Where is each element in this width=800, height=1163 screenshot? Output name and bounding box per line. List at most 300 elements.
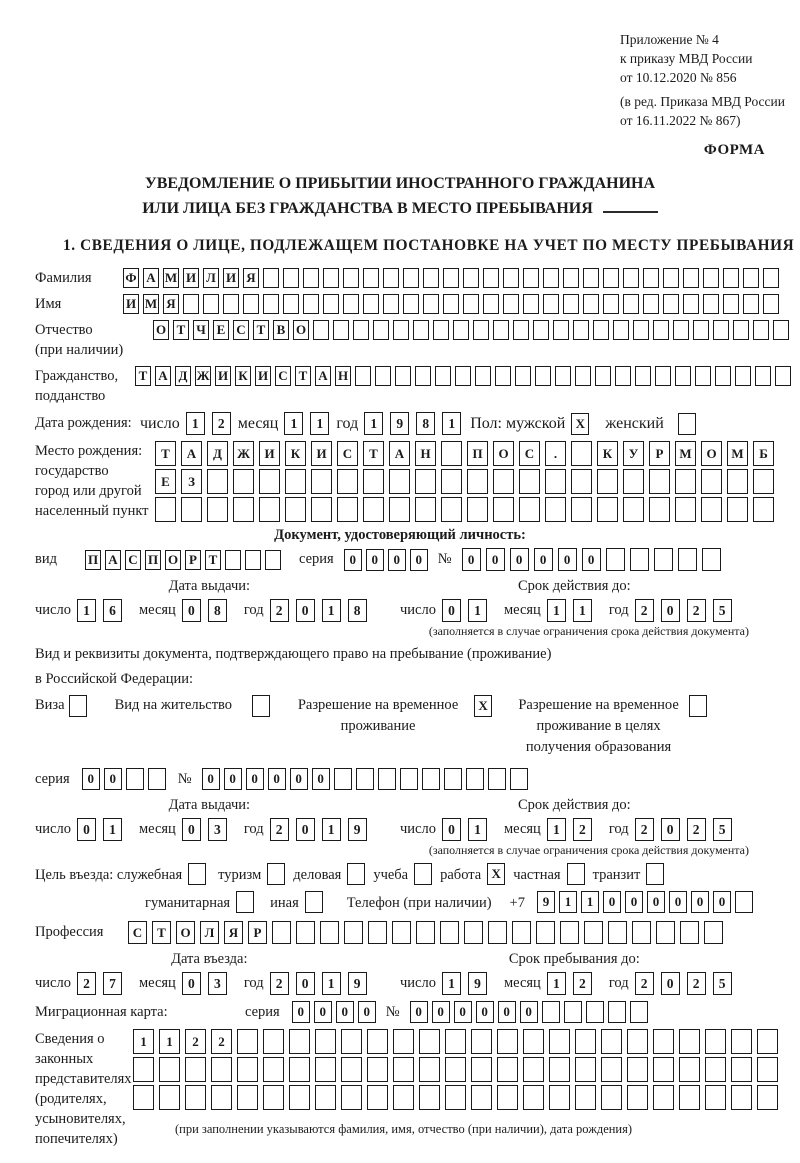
char-box[interactable] bbox=[753, 320, 769, 340]
char-box[interactable]: X bbox=[487, 863, 505, 885]
char-box[interactable]: 7 bbox=[103, 972, 122, 995]
char-box[interactable] bbox=[571, 469, 592, 494]
char-box[interactable] bbox=[757, 1029, 778, 1054]
char-box[interactable] bbox=[727, 497, 748, 522]
char-box[interactable] bbox=[415, 469, 436, 494]
char-box[interactable] bbox=[466, 768, 484, 790]
char-box[interactable] bbox=[181, 497, 202, 522]
char-box[interactable]: 1 bbox=[364, 412, 383, 435]
char-box[interactable] bbox=[272, 921, 291, 944]
char-box[interactable] bbox=[259, 469, 280, 494]
char-box[interactable] bbox=[337, 469, 358, 494]
char-box[interactable] bbox=[564, 1001, 582, 1023]
char-box[interactable] bbox=[705, 1029, 726, 1054]
char-box[interactable]: О bbox=[176, 921, 195, 944]
char-box[interactable]: М bbox=[727, 441, 748, 466]
char-box[interactable] bbox=[757, 1057, 778, 1082]
char-box[interactable] bbox=[608, 1001, 626, 1023]
char-box[interactable]: Л bbox=[200, 921, 219, 944]
char-box[interactable] bbox=[535, 366, 551, 386]
char-box[interactable]: 0 bbox=[296, 599, 315, 622]
char-box[interactable]: 1 bbox=[442, 412, 461, 435]
char-box[interactable]: И bbox=[259, 441, 280, 466]
char-box[interactable] bbox=[419, 1057, 440, 1082]
char-box[interactable]: С bbox=[275, 366, 291, 386]
char-box[interactable] bbox=[608, 921, 627, 944]
char-box[interactable]: 0 bbox=[224, 768, 242, 790]
char-box[interactable]: 1 bbox=[77, 599, 96, 622]
char-box[interactable] bbox=[703, 294, 719, 314]
char-box[interactable]: С bbox=[519, 441, 540, 466]
char-box[interactable]: 8 bbox=[208, 599, 227, 622]
char-box[interactable] bbox=[575, 1057, 596, 1082]
char-box[interactable] bbox=[283, 294, 299, 314]
char-box[interactable] bbox=[597, 469, 618, 494]
char-box[interactable] bbox=[414, 863, 432, 885]
char-box[interactable] bbox=[497, 1029, 518, 1054]
char-box[interactable] bbox=[323, 268, 339, 288]
char-box[interactable] bbox=[443, 294, 459, 314]
char-box[interactable] bbox=[603, 294, 619, 314]
char-box[interactable] bbox=[393, 1029, 414, 1054]
char-box[interactable] bbox=[422, 768, 440, 790]
char-box[interactable]: 0 bbox=[603, 891, 621, 913]
char-box[interactable] bbox=[233, 497, 254, 522]
char-box[interactable]: 2 bbox=[270, 972, 289, 995]
char-box[interactable] bbox=[549, 1029, 570, 1054]
char-box[interactable]: 0 bbox=[661, 972, 680, 995]
char-box[interactable] bbox=[265, 550, 281, 570]
char-box[interactable] bbox=[433, 320, 449, 340]
char-box[interactable] bbox=[464, 921, 483, 944]
char-box[interactable]: 2 bbox=[185, 1029, 206, 1054]
char-box[interactable]: 2 bbox=[635, 599, 654, 622]
char-box[interactable] bbox=[313, 320, 329, 340]
char-box[interactable]: С bbox=[337, 441, 358, 466]
char-box[interactable]: 0 bbox=[77, 818, 96, 841]
char-box[interactable] bbox=[347, 863, 365, 885]
char-box[interactable]: М bbox=[163, 268, 179, 288]
char-box[interactable] bbox=[649, 497, 670, 522]
char-box[interactable] bbox=[303, 294, 319, 314]
char-box[interactable] bbox=[263, 1029, 284, 1054]
char-box[interactable]: 0 bbox=[344, 549, 362, 571]
char-box[interactable] bbox=[400, 768, 418, 790]
char-box[interactable] bbox=[289, 1085, 310, 1110]
char-box[interactable] bbox=[675, 366, 691, 386]
char-box[interactable]: Ж bbox=[233, 441, 254, 466]
char-box[interactable] bbox=[743, 294, 759, 314]
char-box[interactable] bbox=[763, 294, 779, 314]
char-box[interactable] bbox=[723, 294, 739, 314]
char-box[interactable]: 0 bbox=[582, 548, 601, 571]
char-box[interactable] bbox=[542, 1001, 560, 1023]
char-box[interactable]: Ч bbox=[193, 320, 209, 340]
char-box[interactable] bbox=[575, 1085, 596, 1110]
char-box[interactable] bbox=[763, 268, 779, 288]
char-box[interactable] bbox=[575, 366, 591, 386]
char-box[interactable] bbox=[413, 320, 429, 340]
char-box[interactable] bbox=[441, 441, 462, 466]
char-box[interactable]: 8 bbox=[416, 412, 435, 435]
char-box[interactable]: Я bbox=[224, 921, 243, 944]
char-box[interactable] bbox=[623, 268, 639, 288]
char-box[interactable] bbox=[463, 294, 479, 314]
char-box[interactable] bbox=[383, 268, 399, 288]
char-box[interactable]: 2 bbox=[635, 818, 654, 841]
char-box[interactable] bbox=[483, 294, 499, 314]
char-box[interactable] bbox=[571, 441, 592, 466]
char-box[interactable]: . bbox=[545, 441, 566, 466]
char-box[interactable]: 2 bbox=[573, 972, 592, 995]
char-box[interactable]: 5 bbox=[713, 818, 732, 841]
char-box[interactable] bbox=[368, 921, 387, 944]
char-box[interactable]: 0 bbox=[410, 1001, 428, 1023]
char-box[interactable] bbox=[488, 768, 506, 790]
char-box[interactable] bbox=[337, 497, 358, 522]
char-box[interactable] bbox=[731, 1057, 752, 1082]
char-box[interactable] bbox=[223, 294, 239, 314]
char-box[interactable]: 0 bbox=[661, 599, 680, 622]
char-box[interactable] bbox=[323, 294, 339, 314]
char-box[interactable] bbox=[243, 294, 259, 314]
char-box[interactable]: Л bbox=[203, 268, 219, 288]
char-box[interactable] bbox=[467, 497, 488, 522]
char-box[interactable]: Т bbox=[135, 366, 151, 386]
char-box[interactable] bbox=[344, 921, 363, 944]
char-box[interactable] bbox=[679, 1057, 700, 1082]
char-box[interactable]: Е bbox=[155, 469, 176, 494]
char-box[interactable] bbox=[311, 469, 332, 494]
char-box[interactable]: О bbox=[165, 550, 181, 570]
char-box[interactable]: 0 bbox=[442, 599, 461, 622]
char-box[interactable] bbox=[375, 366, 391, 386]
char-box[interactable] bbox=[389, 497, 410, 522]
char-box[interactable] bbox=[735, 891, 753, 913]
char-box[interactable]: 1 bbox=[468, 599, 487, 622]
char-box[interactable]: К bbox=[285, 441, 306, 466]
char-box[interactable]: 0 bbox=[82, 768, 100, 790]
char-box[interactable] bbox=[595, 366, 611, 386]
char-box[interactable]: 0 bbox=[358, 1001, 376, 1023]
char-box[interactable] bbox=[363, 497, 384, 522]
char-box[interactable] bbox=[440, 921, 459, 944]
char-box[interactable]: П bbox=[467, 441, 488, 466]
char-box[interactable]: 9 bbox=[537, 891, 555, 913]
char-box[interactable]: 0 bbox=[312, 768, 330, 790]
char-box[interactable] bbox=[523, 1029, 544, 1054]
char-box[interactable]: 0 bbox=[442, 818, 461, 841]
char-box[interactable] bbox=[233, 469, 254, 494]
char-box[interactable] bbox=[643, 294, 659, 314]
char-box[interactable]: И bbox=[183, 268, 199, 288]
char-box[interactable] bbox=[207, 469, 228, 494]
char-box[interactable] bbox=[627, 1029, 648, 1054]
char-box[interactable]: 2 bbox=[687, 599, 706, 622]
char-box[interactable]: 0 bbox=[486, 548, 505, 571]
char-box[interactable] bbox=[393, 1085, 414, 1110]
char-box[interactable] bbox=[473, 320, 489, 340]
char-box[interactable] bbox=[497, 1057, 518, 1082]
char-box[interactable]: Н bbox=[415, 441, 436, 466]
char-box[interactable] bbox=[467, 469, 488, 494]
char-box[interactable] bbox=[225, 550, 241, 570]
char-box[interactable]: 0 bbox=[336, 1001, 354, 1023]
char-box[interactable] bbox=[423, 268, 439, 288]
char-box[interactable] bbox=[627, 1085, 648, 1110]
char-box[interactable] bbox=[675, 469, 696, 494]
char-box[interactable]: 9 bbox=[390, 412, 409, 435]
char-box[interactable]: 2 bbox=[270, 599, 289, 622]
char-box[interactable]: А bbox=[143, 268, 159, 288]
char-box[interactable]: 1 bbox=[186, 412, 205, 435]
char-box[interactable] bbox=[553, 320, 569, 340]
char-box[interactable]: Е bbox=[213, 320, 229, 340]
char-box[interactable]: 1 bbox=[442, 972, 461, 995]
char-box[interactable]: А bbox=[155, 366, 171, 386]
char-box[interactable] bbox=[567, 863, 585, 885]
char-box[interactable] bbox=[627, 1057, 648, 1082]
char-box[interactable] bbox=[389, 469, 410, 494]
char-box[interactable] bbox=[646, 863, 664, 885]
char-box[interactable] bbox=[673, 320, 689, 340]
char-box[interactable] bbox=[455, 366, 471, 386]
char-box[interactable]: Я bbox=[163, 294, 179, 314]
char-box[interactable] bbox=[363, 294, 379, 314]
char-box[interactable] bbox=[267, 863, 285, 885]
char-box[interactable] bbox=[343, 268, 359, 288]
char-box[interactable] bbox=[315, 1029, 336, 1054]
char-box[interactable] bbox=[488, 921, 507, 944]
char-box[interactable] bbox=[689, 695, 707, 717]
char-box[interactable] bbox=[743, 268, 759, 288]
char-box[interactable] bbox=[543, 294, 559, 314]
char-box[interactable]: 9 bbox=[348, 972, 367, 995]
char-box[interactable] bbox=[731, 1085, 752, 1110]
char-box[interactable] bbox=[519, 497, 540, 522]
char-box[interactable]: Р bbox=[248, 921, 267, 944]
char-box[interactable]: А bbox=[315, 366, 331, 386]
char-box[interactable] bbox=[656, 921, 675, 944]
char-box[interactable] bbox=[613, 320, 629, 340]
char-box[interactable] bbox=[630, 548, 649, 571]
char-box[interactable]: 0 bbox=[691, 891, 709, 913]
char-box[interactable]: 0 bbox=[292, 1001, 310, 1023]
char-box[interactable] bbox=[679, 1085, 700, 1110]
char-box[interactable]: X bbox=[571, 413, 589, 435]
char-box[interactable] bbox=[586, 1001, 604, 1023]
char-box[interactable] bbox=[753, 497, 774, 522]
char-box[interactable] bbox=[643, 268, 659, 288]
char-box[interactable]: 5 bbox=[713, 972, 732, 995]
char-box[interactable]: 0 bbox=[296, 972, 315, 995]
char-box[interactable] bbox=[334, 768, 352, 790]
char-box[interactable] bbox=[533, 320, 549, 340]
char-box[interactable] bbox=[343, 294, 359, 314]
char-box[interactable] bbox=[703, 268, 719, 288]
char-box[interactable] bbox=[263, 294, 279, 314]
char-box[interactable] bbox=[560, 921, 579, 944]
char-box[interactable]: 0 bbox=[290, 768, 308, 790]
char-box[interactable] bbox=[259, 497, 280, 522]
char-box[interactable] bbox=[237, 1085, 258, 1110]
char-box[interactable]: 0 bbox=[558, 548, 577, 571]
char-box[interactable]: О bbox=[293, 320, 309, 340]
char-box[interactable] bbox=[523, 294, 539, 314]
char-box[interactable] bbox=[593, 320, 609, 340]
char-box[interactable] bbox=[148, 768, 166, 790]
char-box[interactable] bbox=[679, 1029, 700, 1054]
char-box[interactable] bbox=[443, 268, 459, 288]
char-box[interactable] bbox=[245, 550, 261, 570]
char-box[interactable] bbox=[523, 1085, 544, 1110]
char-box[interactable] bbox=[435, 366, 451, 386]
char-box[interactable]: П bbox=[85, 550, 101, 570]
char-box[interactable] bbox=[563, 268, 579, 288]
char-box[interactable]: Т bbox=[205, 550, 221, 570]
char-box[interactable]: Т bbox=[173, 320, 189, 340]
char-box[interactable] bbox=[584, 921, 603, 944]
char-box[interactable] bbox=[601, 1029, 622, 1054]
char-box[interactable] bbox=[207, 497, 228, 522]
char-box[interactable] bbox=[367, 1057, 388, 1082]
char-box[interactable] bbox=[126, 768, 144, 790]
char-box[interactable] bbox=[211, 1085, 232, 1110]
char-box[interactable]: 0 bbox=[647, 891, 665, 913]
char-box[interactable]: 0 bbox=[510, 548, 529, 571]
char-box[interactable] bbox=[495, 366, 511, 386]
char-box[interactable] bbox=[701, 497, 722, 522]
char-box[interactable] bbox=[731, 1029, 752, 1054]
char-box[interactable]: С bbox=[125, 550, 141, 570]
char-box[interactable] bbox=[615, 366, 631, 386]
char-box[interactable] bbox=[735, 366, 751, 386]
char-box[interactable] bbox=[341, 1085, 362, 1110]
char-box[interactable] bbox=[283, 268, 299, 288]
char-box[interactable] bbox=[755, 366, 771, 386]
char-box[interactable] bbox=[263, 1057, 284, 1082]
char-box[interactable]: 0 bbox=[246, 768, 264, 790]
char-box[interactable]: Б bbox=[753, 441, 774, 466]
char-box[interactable] bbox=[663, 268, 679, 288]
char-box[interactable] bbox=[263, 268, 279, 288]
char-box[interactable] bbox=[419, 1029, 440, 1054]
char-box[interactable] bbox=[597, 497, 618, 522]
char-box[interactable]: И bbox=[215, 366, 231, 386]
char-box[interactable] bbox=[571, 497, 592, 522]
char-box[interactable]: 6 bbox=[103, 599, 122, 622]
char-box[interactable] bbox=[649, 469, 670, 494]
char-box[interactable] bbox=[675, 497, 696, 522]
char-box[interactable] bbox=[441, 497, 462, 522]
char-box[interactable] bbox=[444, 768, 462, 790]
char-box[interactable]: 1 bbox=[468, 818, 487, 841]
char-box[interactable] bbox=[305, 891, 323, 913]
char-box[interactable] bbox=[445, 1085, 466, 1110]
char-box[interactable]: А bbox=[105, 550, 121, 570]
char-box[interactable]: 1 bbox=[103, 818, 122, 841]
char-box[interactable]: 9 bbox=[468, 972, 487, 995]
char-box[interactable] bbox=[475, 366, 491, 386]
char-box[interactable] bbox=[655, 366, 671, 386]
char-box[interactable] bbox=[623, 497, 644, 522]
char-box[interactable] bbox=[653, 1057, 674, 1082]
char-box[interactable] bbox=[445, 1057, 466, 1082]
char-box[interactable]: 0 bbox=[388, 549, 406, 571]
char-box[interactable] bbox=[367, 1085, 388, 1110]
char-box[interactable] bbox=[355, 366, 371, 386]
char-box[interactable]: С bbox=[233, 320, 249, 340]
char-box[interactable] bbox=[333, 320, 349, 340]
char-box[interactable] bbox=[705, 1057, 726, 1082]
char-box[interactable]: З bbox=[181, 469, 202, 494]
char-box[interactable] bbox=[513, 320, 529, 340]
char-box[interactable] bbox=[543, 268, 559, 288]
char-box[interactable]: 0 bbox=[366, 549, 384, 571]
char-box[interactable] bbox=[723, 268, 739, 288]
char-box[interactable] bbox=[680, 921, 699, 944]
char-box[interactable]: Т bbox=[253, 320, 269, 340]
char-box[interactable] bbox=[403, 268, 419, 288]
char-box[interactable] bbox=[536, 921, 555, 944]
char-box[interactable]: 1 bbox=[133, 1029, 154, 1054]
char-box[interactable]: Т bbox=[155, 441, 176, 466]
char-box[interactable] bbox=[653, 1085, 674, 1110]
char-box[interactable] bbox=[471, 1029, 492, 1054]
char-box[interactable]: 0 bbox=[202, 768, 220, 790]
char-box[interactable] bbox=[678, 413, 696, 435]
char-box[interactable] bbox=[320, 921, 339, 944]
char-box[interactable] bbox=[633, 320, 649, 340]
char-box[interactable] bbox=[583, 268, 599, 288]
char-box[interactable]: 1 bbox=[581, 891, 599, 913]
char-box[interactable]: 0 bbox=[520, 1001, 538, 1023]
char-box[interactable]: 0 bbox=[625, 891, 643, 913]
char-box[interactable]: 3 bbox=[208, 972, 227, 995]
char-box[interactable] bbox=[653, 320, 669, 340]
char-box[interactable] bbox=[419, 1085, 440, 1110]
char-box[interactable]: Д bbox=[207, 441, 228, 466]
char-box[interactable] bbox=[704, 921, 723, 944]
char-box[interactable]: Т bbox=[295, 366, 311, 386]
char-box[interactable] bbox=[237, 1057, 258, 1082]
char-box[interactable] bbox=[416, 921, 435, 944]
char-box[interactable]: 0 bbox=[661, 818, 680, 841]
char-box[interactable] bbox=[503, 294, 519, 314]
char-box[interactable] bbox=[315, 1057, 336, 1082]
char-box[interactable]: 3 bbox=[208, 818, 227, 841]
char-box[interactable]: 1 bbox=[159, 1029, 180, 1054]
char-box[interactable] bbox=[606, 548, 625, 571]
char-box[interactable] bbox=[415, 497, 436, 522]
char-box[interactable] bbox=[510, 768, 528, 790]
char-box[interactable] bbox=[653, 1029, 674, 1054]
char-box[interactable] bbox=[363, 268, 379, 288]
char-box[interactable] bbox=[296, 921, 315, 944]
char-box[interactable] bbox=[415, 366, 431, 386]
char-box[interactable]: Т bbox=[363, 441, 384, 466]
char-box[interactable] bbox=[715, 366, 731, 386]
char-box[interactable] bbox=[632, 921, 651, 944]
char-box[interactable]: X bbox=[474, 695, 492, 717]
char-box[interactable] bbox=[341, 1029, 362, 1054]
char-box[interactable] bbox=[69, 695, 87, 717]
char-box[interactable] bbox=[341, 1057, 362, 1082]
char-box[interactable]: М bbox=[675, 441, 696, 466]
char-box[interactable]: 0 bbox=[713, 891, 731, 913]
char-box[interactable] bbox=[603, 268, 619, 288]
char-box[interactable] bbox=[493, 320, 509, 340]
